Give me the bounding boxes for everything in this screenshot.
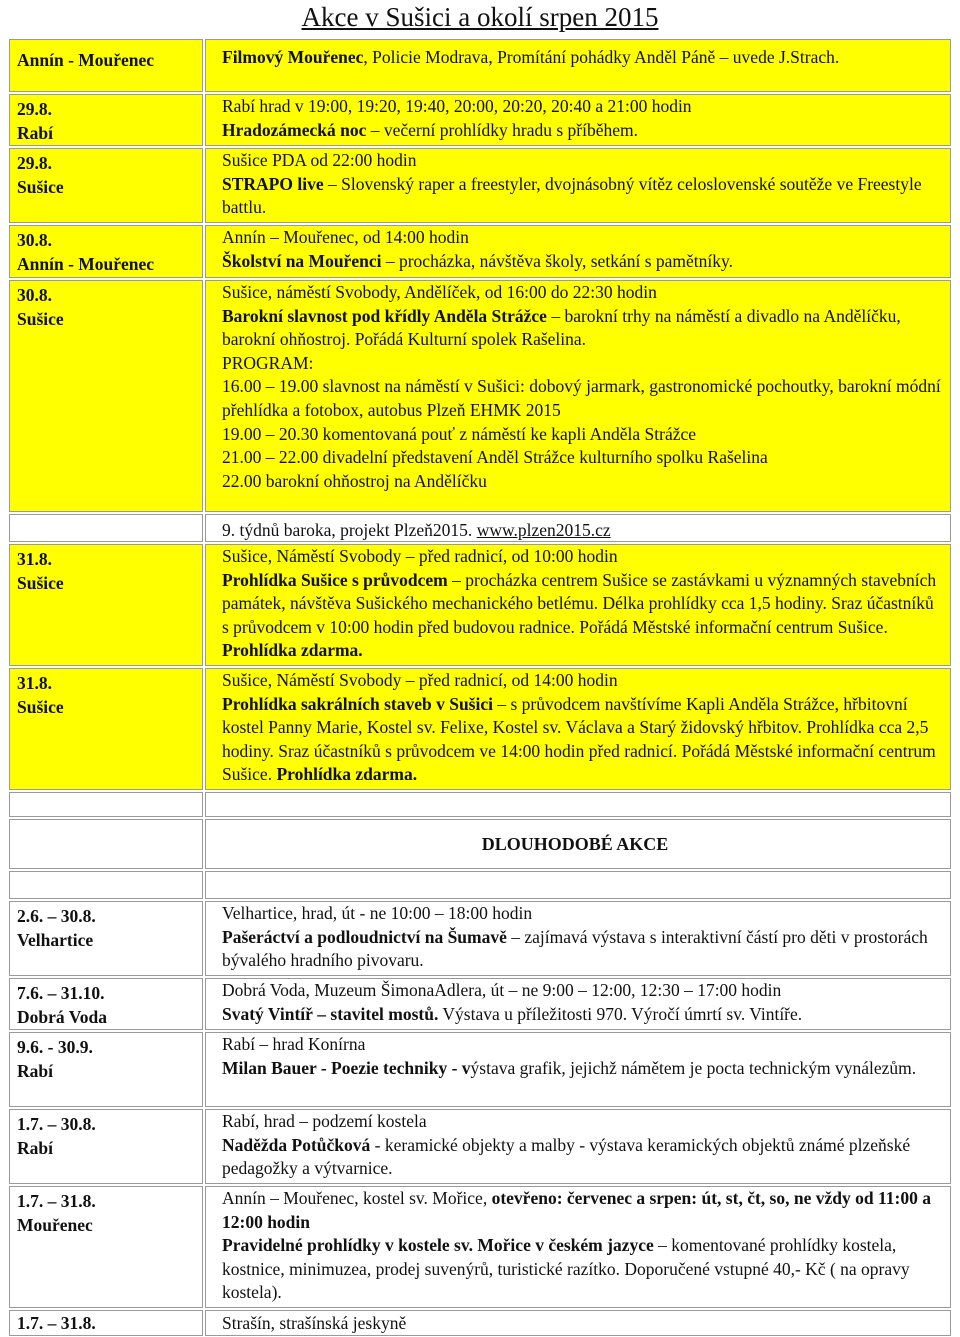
event-place: Sušice <box>17 696 64 717</box>
event-line: Rabí hrad v 19:00, 19:20, 19:40, 20:00, 20:20, 20:40 a 21:00 hodin <box>222 96 692 116</box>
event-date: 9.6. - 30.9. <box>17 1037 93 1057</box>
event-description-cell <box>205 225 951 278</box>
empty-cell <box>9 792 203 817</box>
event-line: Sušice, náměstí Svobody, Andělíček, od 16:00 do 22:30 hodin <box>222 282 657 302</box>
event-date: 1.7. – 31.8. <box>17 1313 96 1333</box>
events-table <box>8 38 952 1337</box>
event-line: 22.00 barokní ohňostroj na Andělíčku <box>222 470 487 491</box>
event-line: Rabí, hrad – podzemí kostela <box>222 1111 427 1131</box>
empty-cell <box>205 871 951 899</box>
event-place: Sušice <box>17 176 64 197</box>
event-footer-cell <box>205 514 951 542</box>
event-line: Milan Bauer - Poezie techniky - výstava grafik, jejichž námětem je pocta technickým vynálezům. <box>222 1057 917 1078</box>
event-place: Mouřenec <box>17 1214 93 1235</box>
event-date-cell <box>9 1032 203 1107</box>
event-description-cell <box>205 1032 951 1107</box>
event-description-cell <box>205 901 951 976</box>
page-title: Akce v Sušici a okolí srpen 2015 <box>301 2 659 32</box>
event-place: Annín - Mouřenec <box>17 253 155 274</box>
event-date: 29.8. <box>17 153 52 173</box>
event-line: STRAPO live – Slovenský raper a freestyler, dvojnásobný vítěz celoslovenské soutěže ve Freestyle battlu. <box>222 173 922 218</box>
event-date: 29.8. <box>17 99 52 119</box>
event-line: Strašín, strašínská jeskyně <box>222 1313 407 1333</box>
empty-cell <box>9 871 203 899</box>
event-line: Sušice, Náměstí Svobody – před radnicí, od 14:00 hodin <box>222 670 618 690</box>
event-date: 7.6. – 31.10. <box>17 983 105 1003</box>
event-description-cell <box>205 1310 951 1336</box>
event-place: Sušice <box>17 572 64 593</box>
event-date-cell <box>9 94 203 146</box>
empty-cell <box>205 792 951 817</box>
event-date: 1.7. – 31.8. <box>17 1191 96 1211</box>
event-date-cell <box>9 1186 203 1308</box>
event-line: Rabí – hrad Konírna <box>222 1034 366 1054</box>
event-line: Sušice, Náměstí Svobody – před radnicí, od 10:00 hodin <box>222 546 618 566</box>
event-description-cell <box>205 280 951 512</box>
event-line: Velhartice, hrad, út - ne 10:00 – 18:00 hodin <box>222 903 533 923</box>
event-date-cell <box>9 901 203 976</box>
event-line: Annín – Mouřenec, od 14:00 hodin <box>222 227 469 247</box>
event-line: Filmový Mouřenec, Policie Modrava, Promítání pohádky Anděl Páně – uvede J.Strach. <box>222 47 840 67</box>
event-place: Rabí <box>17 122 53 143</box>
event-date-cell <box>9 1109 203 1184</box>
event-date-cell <box>9 978 203 1030</box>
event-footer-text: 9. týdnů baroka, projekt Plzeň2015. <box>222 520 477 540</box>
event-date: 1.7. – 30.8. <box>17 1114 96 1134</box>
event-place: Annín - Mouřenec <box>17 50 155 70</box>
event-line: 19.00 – 20.30 komentovaná pouť z náměstí ke kapli Anděla Strážce <box>222 423 697 444</box>
event-date-cell <box>9 39 203 92</box>
event-description-cell <box>205 544 951 666</box>
event-place: Velhartice <box>17 929 94 950</box>
event-line: Naděžda Potůčková - keramické objekty a malby - výstava keramických objektů známé plzeňské pedagožky a výtvarnice. <box>222 1134 911 1179</box>
event-line: Prohlídka sakrálních staveb v Sušici – s průvodcem navštívíme Kapli Anděla Strážce, hřbitovní kostel Panny Marie, Kostel sv. Felixe, Kostel sv. Václava a Starý židovský hřbitov. Prohlídka cca 2,5 hodiny. Sraz účastníků s průvodcem ve 14:00 hodin před radnicí. Pořádá Městské informační centrum Sušice. Prohlídka zdarma. <box>222 693 936 785</box>
event-date: 2.6. – 30.8. <box>17 906 96 926</box>
event-date-cell <box>9 148 203 223</box>
event-line: Dobrá Voda, Muzeum ŠimonaAdlera, út – ne 9:00 – 12:00, 12:30 – 17:00 hodin <box>222 980 782 1000</box>
event-line: Annín – Mouřenec, kostel sv. Mořice, otevřeno: červenec a srpen: út, st, čt, so, ne vždy od 11:00 a 12:00 hodin <box>222 1188 931 1232</box>
event-place: Sušice <box>17 308 64 329</box>
event-line: Barokní slavnost pod křídly Anděla Strážce – barokní trhy na náměstí a divadlo na Andělíčku, barokní ohňostroj. Pořádá Kulturní spolek Rašelina. <box>222 305 901 350</box>
empty-cell <box>9 819 203 869</box>
long-term-heading: DLOUHODOBÉ AKCE <box>205 819 951 869</box>
event-date: 30.8. <box>17 230 52 250</box>
event-place: Dobrá Voda <box>17 1006 107 1027</box>
plzen2015-link[interactable]: www.plzen2015.cz <box>476 520 611 540</box>
event-line: Školství na Mouřenci – procházka, návštěva školy, setkání s pamětníky. <box>222 250 733 271</box>
event-description-cell <box>205 148 951 223</box>
event-line: 16.00 – 19.00 slavnost na náměstí v Sušici: dobový jarmark, gastronomické pochoutky, barokní módní přehlídka a fotobox, autobus Plzeň EHMK 2015 <box>222 376 941 420</box>
event-line: Hradozámecká noc – večerní prohlídky hradu s příběhem. <box>222 119 639 140</box>
event-description-cell <box>205 1186 951 1308</box>
event-description-cell <box>205 94 951 146</box>
event-date: 30.8. <box>17 285 52 305</box>
event-date-cell <box>9 225 203 278</box>
event-date: 31.8. <box>17 673 52 693</box>
event-line: 21.00 – 22.00 divadelní představení Anděl Strážce kulturního spolku Rašelina <box>222 447 768 468</box>
event-date: 31.8. <box>17 549 52 569</box>
event-date-cell <box>9 280 203 512</box>
event-place: Rabí <box>17 1060 53 1081</box>
event-line: Pravidelné prohlídky v kostele sv. Mořice v českém jazyce – komentované prohlídky kostela, kostnice, minimuzea, prodej suvenýrů, turistické razítko. Doporučené vstupné 40,- Kč ( na opravy kostela). <box>222 1235 910 1303</box>
event-date-cell <box>9 514 203 542</box>
event-line: Pašeráctví a podloudnictví na Šumavě – zajímavá výstava s interaktivní částí pro děti v prostorách bývalého hradního pivovaru. <box>222 926 928 971</box>
event-date-cell <box>9 544 203 666</box>
event-line: Sušice PDA od 22:00 hodin <box>222 150 417 170</box>
event-line: Prohlídka Sušice s průvodcem – procházka centrem Sušice se zastávkami u významných stavebních památek, návštěva Sušického mechanického betlému. Délka prohlídky cca 1,5 hodiny. Sraz účastníků s průvodcem v 10:00 hodin před budovou radnice. Pořádá Městské informační centrum Sušice. Prohlídka zdarma. <box>222 569 937 661</box>
event-description-cell <box>205 978 951 1030</box>
event-date-cell <box>9 1310 203 1336</box>
event-line: Svatý Vintíř – stavitel mostů. Výstava u příležitosti 970. Výročí úmrtí sv. Vintíře. <box>222 1003 803 1024</box>
event-date-cell <box>9 668 203 790</box>
event-place: Rabí <box>17 1137 53 1158</box>
event-line: PROGRAM: <box>222 352 314 373</box>
event-description-cell <box>205 668 951 790</box>
event-description-cell <box>205 39 951 92</box>
event-description-cell <box>205 1109 951 1184</box>
